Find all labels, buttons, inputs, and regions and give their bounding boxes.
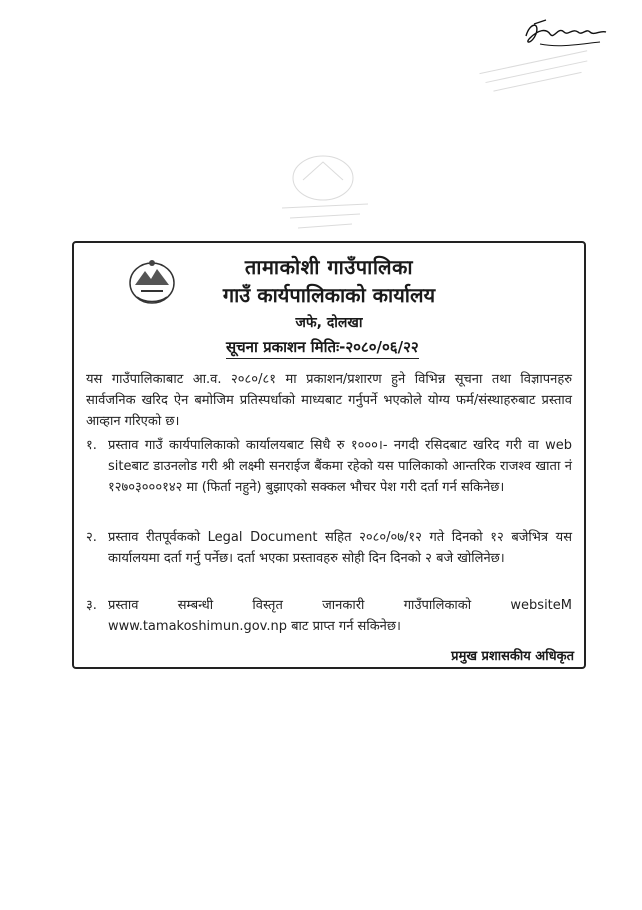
signatory-title: प्रमुख प्रशासकीय अधिकृत xyxy=(451,649,574,664)
notice-item-2 xyxy=(86,527,572,569)
item-number: ३. xyxy=(86,598,97,613)
item-text: प्रस्ताव रीतपूर्वकको Legal Document सहित २०८०/०७/१२ गते दिनको १२ बजेभित्र यस कार्यालयमा दर्ता गर्नु पर्नेछ। दर्ता भएका प्रस्तावहरु सोही दिन दिनको २ बजे खोलिनेछ। xyxy=(108,530,572,566)
notice-box xyxy=(72,241,586,669)
notice-item-1 xyxy=(86,435,572,498)
notice-intro: यस गाउँपालिकाबाट आ.व. २०८०/८१ मा प्रकाशन/प्रशारण हुने विभिन्न सूचना तथा विज्ञापनहरु सार्वजनिक खरिद ऐन बमोजिम प्रतिस्पर्धाको माध्यबाट गर्नुपर्ने भएकोले योग्य फर्म/संस्थाहरुबाट प्रस्ताव आव्हान गरिएको छ। xyxy=(86,372,572,429)
publication-date: सूचना प्रकाशन मितिः-२०८०/०६/२२ xyxy=(226,337,419,359)
notice-item-3 xyxy=(86,595,572,637)
item-number: १. xyxy=(86,438,97,453)
item-text: प्रस्ताव गाउँ कार्यपालिकाको कार्यालयबाट सिधै रु १०००।- नगदी रसिदबाट खरिद गरी वा web siteबाट डाउनलोड गरी श्री लक्ष्मी सनराईज बैंकमा रहेको यस पालिकाको आन्तरिक राजश्व खाता नं १२७०३०००१४२ मा (फिर्ता नहुने) बुझाएको सक्कल भौचर पेश गरी दर्ता गर्न सकिनेछ। xyxy=(108,438,572,495)
office-name: गाउँ कार्यपालिकाको कार्यालय xyxy=(222,283,436,307)
office-stamp-top xyxy=(470,40,600,100)
office-stamp-middle xyxy=(268,150,378,235)
municipality-name: तामाकोशी गाउँपालिका xyxy=(244,255,414,279)
item-text: प्रस्ताव सम्बन्धी विस्तृत जानकारी गाउँपालिकाको websiteM www.tamakoshimun.gov.np बाट प्राप्त गर्न सकिनेछ। xyxy=(108,598,572,634)
item-number: २. xyxy=(86,530,97,545)
office-address: जफे, दोलखा xyxy=(295,315,363,331)
